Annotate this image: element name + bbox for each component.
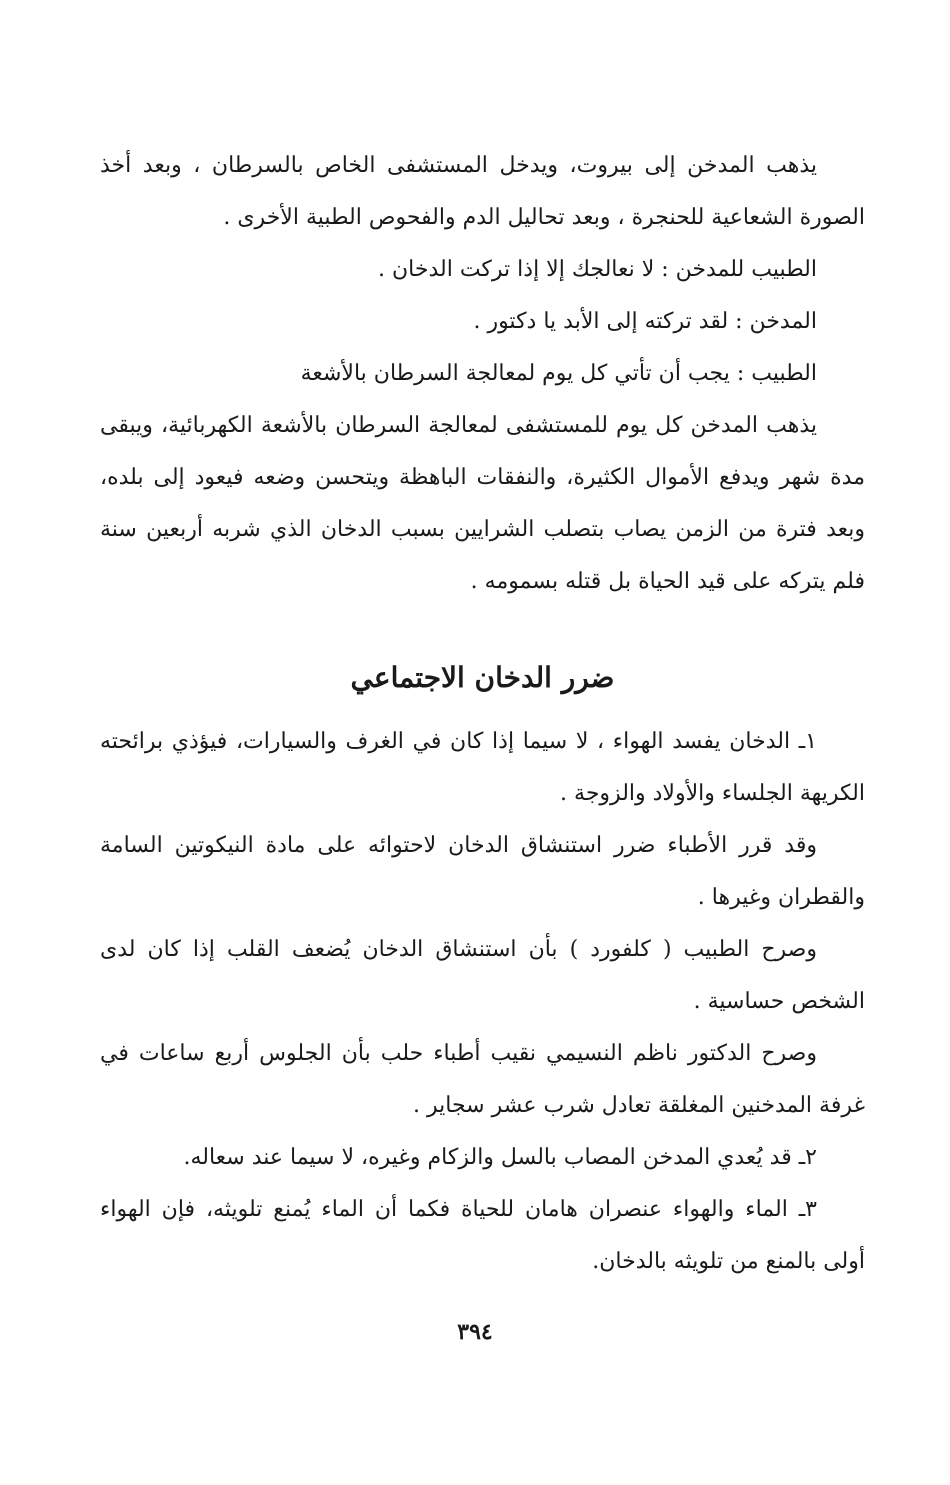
smoker-line: المدخن : لقد تركته إلى الأبد يا دكتور .	[473, 309, 817, 334]
body-text	[100, 140, 865, 1288]
point-2: ٢ـ قد يُعدي المدخن المصاب بالسل والزكام وغيره، لا سيما عند سعاله.	[183, 1145, 817, 1170]
nasimi-statement: وصرح الدكتور ناظم النسيمي نقيب أطباء حلب بأن الجلوس أربع ساعات في غرفة المدخنين المغلقة تعادل شرب عشر سجاير .	[100, 1041, 865, 1118]
doctors-statement: وقد قرر الأطباء ضرر استنشاق الدخان لاحتوائه على مادة النيكوتين السامة والقطران وغيرها .	[100, 833, 865, 910]
intro-paragraph-2: يذهب المدخن كل يوم للمستشفى لمعالجة السرطان بالأشعة الكهربائية، ويبقى مدة شهر ويدفع الأموال الكثيرة، والنفقات الباهظة ويتحسن وضعه فيعود إلى بلده، وبعد فترة من الزمن يصاب بتصلب الشرايين بسبب الدخان الذي شربه أربعين سنة فلم يتركه على قيد الحياة بل قتله بسمومه .	[100, 413, 865, 594]
point-3: ٣ـ الماء والهواء عنصران هامان للحياة فكما أن الماء يُمنع تلويثه، فإن الهواء أولى بالمنع من تلويثه بالدخان.	[100, 1197, 865, 1274]
intro-paragraph-1: يذهب المدخن إلى بيروت، ويدخل المستشفى الخاص بالسرطان ، وبعد أخذ الصورة الشعاعية للحنجرة ، وبعد تحاليل الدم والفحوص الطبية الأخرى .	[100, 153, 865, 230]
clifford-statement: وصرح الطبيب ( كلفورد ) بأن استنشاق الدخان يُضعف القلب إذا كان لدى الشخص حساسية .	[100, 937, 865, 1014]
section-heading: ضرر الدخان الاجتماعي	[350, 661, 615, 694]
page-number: ٣٩٤	[457, 1319, 493, 1345]
point-1: ١ـ الدخان يفسد الهواء ، لا سيما إذا كان في الغرف والسيارات، فيؤذي برائحته الكريهة الجلساء والأولاد والزوجة .	[100, 729, 865, 806]
doctor-line: الطبيب للمدخن : لا نعالجك إلا إذا تركت الدخان .	[378, 257, 817, 282]
doctor-line-2: الطبيب : يجب أن تأتي كل يوم لمعالجة السرطان بالأشعة	[300, 361, 817, 386]
